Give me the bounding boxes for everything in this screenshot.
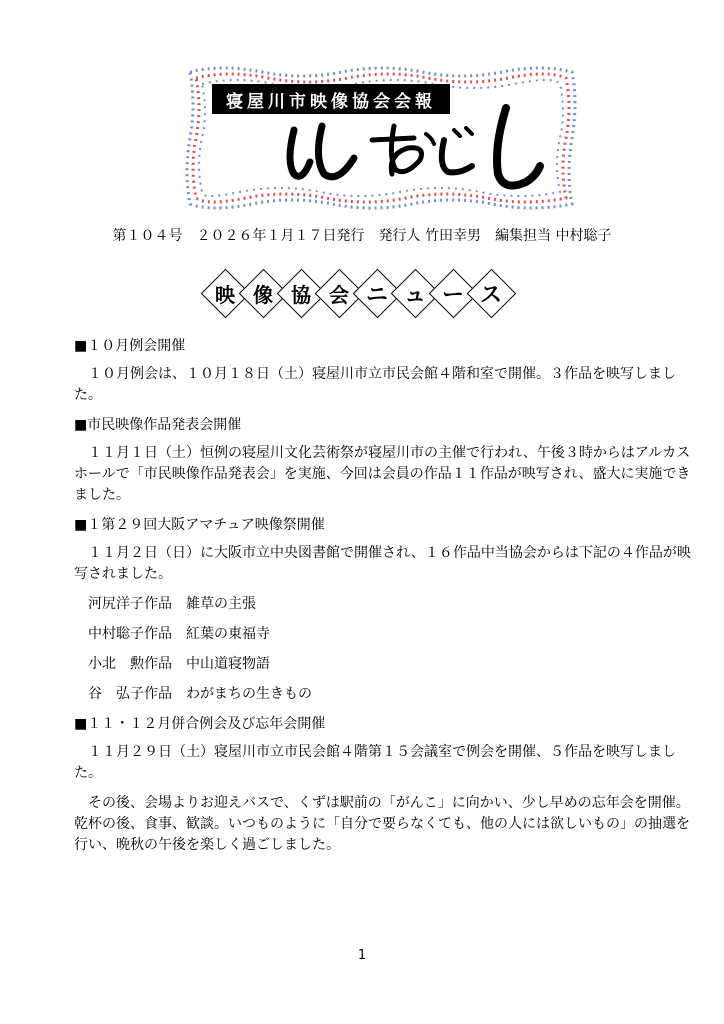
title-char: 会 [329,282,349,307]
section-heading: ■１１・１２月併合例会及び忘年会開催 [74,716,326,732]
work-item: 谷 弘子作品 わがまちの生きもの [88,686,312,702]
work-item: 中村聡子作品 紅葉の東福寺 [88,626,270,642]
title-char: ニ [365,281,388,308]
section-body: その後、会場よりお迎えバスで、くずは駅前の「がんこ」に向かい、少し早めの忘年会を開催。乾杯の後、食事、歓談。いつものように「自分で要らなくても、他の人には欲しいもの」の抽選を行い、晩秋の午後を楽しく過ごしました。 [74,795,690,853]
title-char: 映 [215,282,235,307]
section-heading: ■１０月例会開催 [74,338,186,354]
logo-calligraphy [290,108,540,186]
section-heading: ■市民映像作品発表会開催 [74,417,242,433]
section-body: １１月１日（土）恒例の寝屋川文化芸術祭が寝屋川市の主催で行われ、午後３時からはアルカスホールで「市民映像作品発表会」を実施、今回は会員の作品１１作品が映写され、盛大に実施できました。 [74,445,691,503]
work-item: 河尻洋子作品 雑草の主張 [88,596,256,612]
section-body: １０月例会は、１０月１８日（土）寝屋川市立市民会館４階和室で開催。３作品を映写しました。 [74,366,676,403]
title-char: 像 [253,282,273,307]
section-body: １１月２９日（土）寝屋川市立市民会館４階第１５会議室で例会を開催、５作品を映写しました。 [74,744,676,781]
section-body: １１月２日（日）に大阪市立中央図書館で開催され、１６作品中当協会からは下記の４作品が映写されました。 [74,545,691,582]
newsletter-banner: 寝屋川市映像協会会報 [212,84,450,114]
title-char: 協 [291,282,311,307]
title-char: ー [441,281,464,308]
masthead [182,62,580,214]
publication-line: 第１０４号 ２０２６年１月１７日発行 発行人 竹田幸男 編集担当 中村聡子 [112,228,612,244]
section-heading: ■１第２９回大阪アマチュア映像祭開催 [74,517,325,533]
page-number: 1 [357,948,367,963]
title-char: ス [479,281,502,308]
work-item: 小北 勲作品 中山道寝物語 [88,656,270,672]
news-content [74,336,694,865]
news-section-title [205,264,525,322]
title-char: ュ [403,281,426,308]
